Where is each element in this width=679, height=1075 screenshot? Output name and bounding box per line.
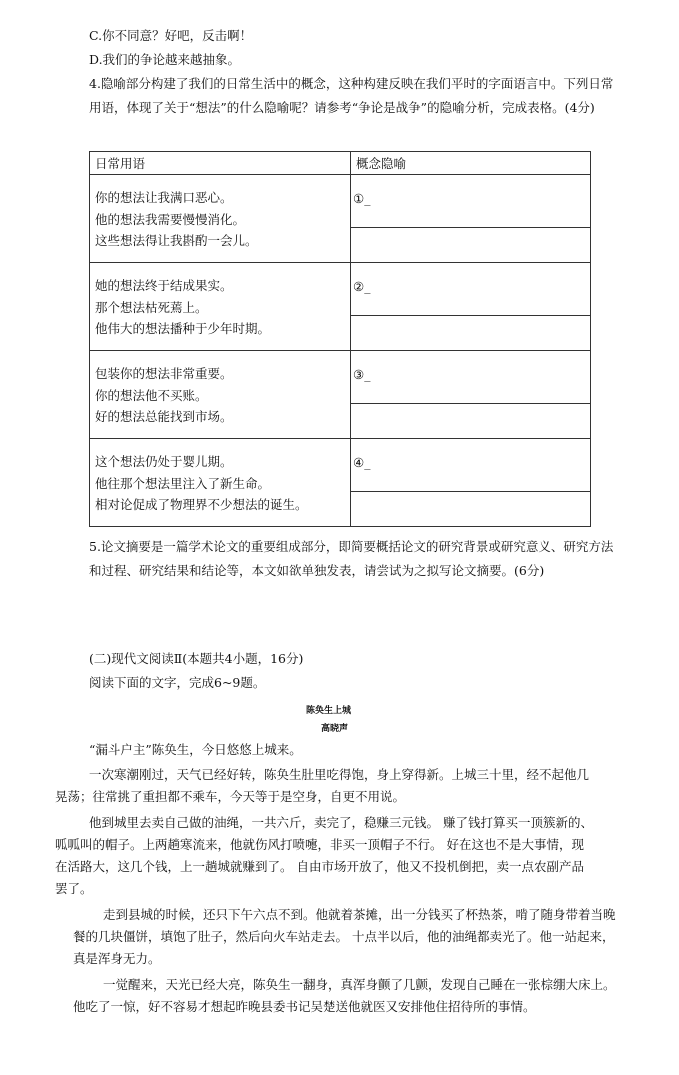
phrase: 他的想法我需要慢慢消化。 bbox=[95, 211, 246, 227]
table-row bbox=[90, 175, 591, 263]
story-line: 罢了。 bbox=[55, 881, 93, 896]
question-5-line1: 5.论文摘要是一篇学术论文的重要组成部分，即简要概括论文的研究背景或研究意义、研究方法 bbox=[89, 539, 614, 554]
story-line: 他吃了一惊，好不容易才想起昨晚县委书记吴楚送他就医又安排他住招待所的事情。 bbox=[73, 999, 536, 1014]
answer-blank-4: ④_ bbox=[353, 455, 371, 470]
table-row bbox=[90, 439, 591, 527]
story-line: 他到城里去卖自己做的油绳，一共六斤，卖完了，稳赚三元钱。 赚了钱打算买一顶簇新的、 bbox=[89, 815, 593, 830]
phrase: 好的想法总能找到市场。 bbox=[95, 409, 233, 424]
metaphor-table bbox=[89, 151, 591, 527]
story-title: 陈奂生上城 bbox=[306, 706, 352, 716]
phrase: 这个想法仍处于婴儿期。 bbox=[95, 454, 233, 469]
table-row bbox=[90, 351, 591, 439]
phrase: 你的想法让我满口恶心。 bbox=[95, 190, 233, 205]
story-line: “漏斗户主”陈奂生，今日悠悠上城来。 bbox=[89, 742, 302, 757]
phrase: 那个想法枯死蔫上。 bbox=[95, 299, 208, 315]
phrase: 相对论促成了物理界不少想法的诞生。 bbox=[95, 497, 308, 512]
question-4-line2: 用语，体现了关于“想法”的什么隐喻呢？请参考“争论是战争”的隐喻分析，完成表格。(4分) bbox=[89, 100, 595, 115]
story-author: 高晓声 bbox=[321, 724, 349, 734]
answer-blank-2: ②_ bbox=[353, 279, 371, 294]
story-line: 餐的几块僵饼，填饱了肚子，然后向火车站走去。 十点半以后，他的油绳都卖光了。他一站起来， bbox=[73, 929, 615, 944]
answer-line bbox=[351, 315, 590, 316]
story-line: 一觉醒来，天光已经大亮，陈奂生一翻身，真浑身颤了几颤，发现自己睡在一张棕绷大床上。 bbox=[103, 977, 616, 992]
phrase: 他往那个想法里注入了新生命。 bbox=[95, 475, 271, 491]
option-c: C.你不同意？好吧，反击啊！ bbox=[89, 28, 253, 43]
phrase: 你的想法他不买账。 bbox=[95, 387, 208, 403]
table-header-row bbox=[90, 152, 591, 175]
answer-line bbox=[351, 491, 590, 492]
section-heading: (二)现代文阅读Ⅱ(本题共4小题，16分) bbox=[89, 651, 304, 666]
answer-line bbox=[351, 403, 590, 404]
answer-cell-4[interactable] bbox=[351, 439, 591, 527]
answer-blank-3: ③_ bbox=[353, 367, 371, 382]
table-row bbox=[90, 263, 591, 351]
answer-cell-3[interactable] bbox=[351, 351, 591, 439]
story-line: 在活路大，这几个钱，上一趟城就赚到了。 自由市场开放了，他又不投机倒把，卖一点农副产品 bbox=[55, 859, 584, 874]
option-d: D.我们的争论越来越抽象。 bbox=[89, 52, 241, 67]
story-line: 晃荡；往常挑了重担都不乘车，今天等于是空身，自更不用说。 bbox=[55, 789, 406, 804]
story-line: 真是浑身无力。 bbox=[73, 951, 161, 966]
phrase: 他伟大的想法播种于少年时期。 bbox=[95, 321, 271, 336]
story-line: 呱呱叫的帽子。上两趟寒流来，他就伤风打喷嚏，非买一顶帽子不行。 好在这也不是大事情，现 bbox=[55, 837, 584, 852]
answer-blank-1: ①_ bbox=[353, 191, 371, 206]
question-5-line2: 和过程、研究结果和结论等，本文如欲单独发表，请尝试为之拟写论文摘要。(6分) bbox=[89, 563, 545, 578]
answer-cell-1[interactable] bbox=[351, 175, 591, 263]
reading-instruction: 阅读下面的文字，完成6~9题。 bbox=[89, 675, 266, 690]
phrase: 这些想法得让我斟酌一会儿。 bbox=[95, 233, 258, 248]
phrase: 包装你的想法非常重要。 bbox=[95, 366, 233, 381]
header-conceptual-metaphor: 概念隐喻 bbox=[356, 156, 407, 171]
answer-cell-2[interactable] bbox=[351, 263, 591, 351]
story-line: 一次寒潮刚过，天气已经好转，陈奂生肚里吃得饱，身上穿得新。上城三十里，经不起他几 bbox=[89, 767, 590, 782]
answer-line bbox=[351, 227, 590, 228]
story-line: 走到县城的时候，还只下午六点不到。他就着茶摊，出一分钱买了杯热茶，啃了随身带着当晚 bbox=[103, 907, 616, 922]
header-daily-phrases: 日常用语 bbox=[95, 156, 146, 171]
phrase: 她的想法终于结成果实。 bbox=[95, 278, 233, 293]
question-4-line1: 4.隐喻部分构建了我们的日常生活中的概念，这种构建反映在我们平时的字面语言中。下列日常 bbox=[89, 76, 614, 91]
